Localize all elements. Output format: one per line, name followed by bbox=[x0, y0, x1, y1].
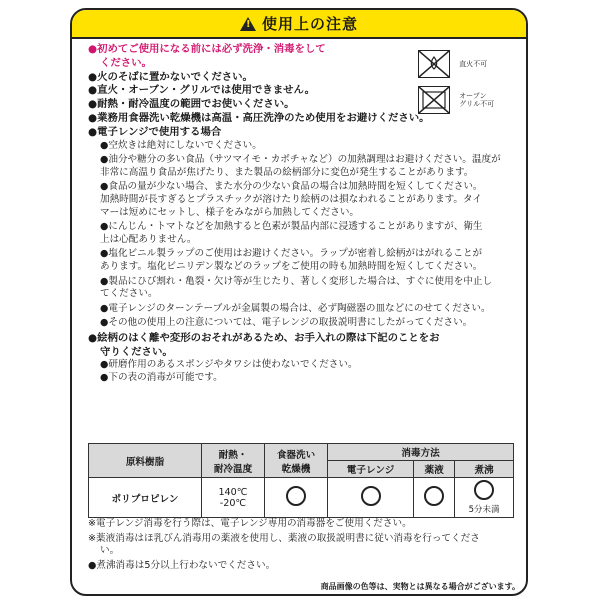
footnote: ※薬液消毒はほ乳びん消毒用の薬液を使用し、薬液の取扱説明書に従い消毒を行ってくださ bbox=[88, 532, 480, 544]
caution-content: ●初めてご使用になる前には必ず洗浄・消毒をして ください。 ●火のそばに置かないでください。 ●直火・オーブン・グリルでは使用できません。 ●耐熱・耐冷温度の範囲でお使いください。 ●業務用食器洗い乾燥機は高温・高圧洗浄のため使用をお避けください。 ●電子レンジで使用する場合 ●空炊きは絶対にしないでください。 ●油分や糖分の多い食品（サツマイモ・カボチャなど）の加熱調理はお避けください。温度が 非常に高温り食品が焦げたり、また製品の絵柄部分に変色が発生することがあります。 ●食品の量が少ない場合、また水分の少ない食品の場合は加熱時間を短くしてください。 加熱時間が長すぎるとプラスチックが溶けたり絵柄のは損なわれることがあります。タイ マーは短めにセットし、様子をみながら加熱してください。 ●にんじん・トマトなどを加熱すると色素が製品内部に浸透することがありますが、衛生 上は心配ありません。 ●塩化ビニル製ラップのご使用はお避けください。ラップが密着し絵柄がはがれることが あります。塩化ビニリデン製などのラップをご使用の時も加熱時間を短くしてください。 ●製品にひび割れ・亀裂・欠け等が生じたり、著しく変形した場合は、すぐに使用を中止し てください。 ●電子レンジのターンテーブルが金属製の場合は、必ず陶磁器の皿などにのせてください。 ●その他の使用上の注意については、電子レンジの取扱説明書にしたがってください。 ●絵柄のはく離や変形のおそれがあるため、お手入れの際は下記のことをお 守りください。 ●研磨作用のあるスポンジやタワシは使わないでください。 ●下の表の消毒が可能です。 bbox=[88, 43, 512, 385]
mw-note: ●塩化ビニル製ラップのご使用はお避けください。ラップが密着し絵柄がはがれることが bbox=[100, 248, 483, 260]
footnote: ※電子レンジ消毒を行う際は、電子レンジ専用の消毒器をご使用ください。 bbox=[88, 518, 412, 529]
mw-note: ●油分や糖分の多い食品（サツマイモ・カボチャなど）の加熱調理はお避けください。温度が bbox=[100, 154, 501, 166]
th-material: 原料樹脂 bbox=[89, 444, 202, 478]
color-disclaimer: 商品画像の色等は、実物とは異なる場合がございます。 bbox=[320, 582, 520, 591]
dishwasher-ok bbox=[265, 478, 328, 518]
mw-note: ●空炊きは絶対にしないでください。 bbox=[100, 139, 262, 151]
oven-grill-label: オーブン グリル不可 bbox=[459, 92, 495, 108]
care-heading: ●絵柄のはく離や変形のおそれがあるため、お手入れの際は下記のことをお bbox=[88, 331, 440, 344]
bullet-fire: ●火のそばに置かないでください。 bbox=[88, 70, 253, 83]
disinfection-table bbox=[88, 443, 514, 518]
th-microwave: 電子レンジ bbox=[328, 461, 414, 478]
ok-circle-icon bbox=[286, 486, 306, 506]
th-boil: 煮沸 bbox=[455, 461, 514, 478]
mw-note: ●その他の使用上の注意については、電子レンジの取扱説明書にしたがってください。 bbox=[100, 317, 473, 329]
care-note: ●研磨作用のあるスポンジやタワシは使わないでください。 bbox=[100, 359, 358, 371]
ok-circle-icon bbox=[361, 486, 381, 506]
mw-note: ●食品の量が少ない場合、また水分の少ない食品の場合は加熱時間を短くしてください。 bbox=[100, 181, 483, 193]
footnote: ●煮沸消毒は5分以上行わないでください。 bbox=[88, 559, 276, 571]
care-note: ●下の表の消毒が可能です。 bbox=[100, 372, 223, 384]
warning-icon bbox=[240, 17, 256, 31]
caution-title: 使用上の注意 bbox=[261, 15, 358, 33]
ok-circle-icon bbox=[424, 486, 444, 506]
mw-note: ●にんじん・トマトなどを加熱すると色素が製品内部に浸透することがありますが、衛生 bbox=[100, 221, 483, 233]
ok-circle-icon bbox=[474, 480, 494, 500]
caution-panel bbox=[70, 8, 528, 596]
caution-header bbox=[72, 10, 526, 39]
heat-cell: 140℃ -20℃ bbox=[202, 478, 265, 518]
chemical-ok bbox=[414, 478, 455, 518]
th-chemical: 薬液 bbox=[414, 461, 455, 478]
first-use-warning: ●初めてご使用になる前には必ず洗浄・消毒をして bbox=[88, 43, 326, 55]
bullet-oven: ●直火・オーブン・グリルでは使用できません。 bbox=[88, 84, 315, 97]
th-dishwasher: 食器洗い 乾燥機 bbox=[265, 444, 328, 478]
boil-ok: 5分未満 bbox=[455, 478, 514, 518]
microwave-ok bbox=[328, 478, 414, 518]
direct-fire-label: 直火不可 bbox=[459, 60, 488, 68]
th-heat: 耐熱・ 耐冷温度 bbox=[202, 444, 265, 478]
material-cell: ポリプロピレン bbox=[89, 478, 202, 518]
bullet-temperature: ●耐熱・耐冷温度の範囲でお使いください。 bbox=[88, 98, 295, 111]
bullet-dishwasher: ●業務用食器洗い乾燥機は高温・高圧洗浄のため使用をお避けください。 bbox=[88, 111, 430, 124]
first-use-warning-cont: ください。 bbox=[100, 56, 152, 69]
bullet-microwave: ●電子レンジで使用する場合 bbox=[88, 125, 222, 138]
footnotes: ※電子レンジ消毒を行う際は、電子レンジ専用の消毒器をご使用ください。 ※薬液消毒はほ乳びん消毒用の薬液を使用し、薬液の取扱説明書に従い消毒を行ってくださ い。 ●煮沸消毒は5分以上行わないでください。 bbox=[88, 518, 512, 572]
th-method: 消毒方法 bbox=[328, 444, 514, 461]
mw-note: ●製品にひび割れ・亀裂・欠け等が生じたり、著しく変形した場合は、すぐに使用を中止し bbox=[100, 275, 493, 287]
mw-note: ●電子レンジのターンテーブルが金属製の場合は、必ず陶磁器の皿などにのせてください。 bbox=[100, 302, 491, 314]
